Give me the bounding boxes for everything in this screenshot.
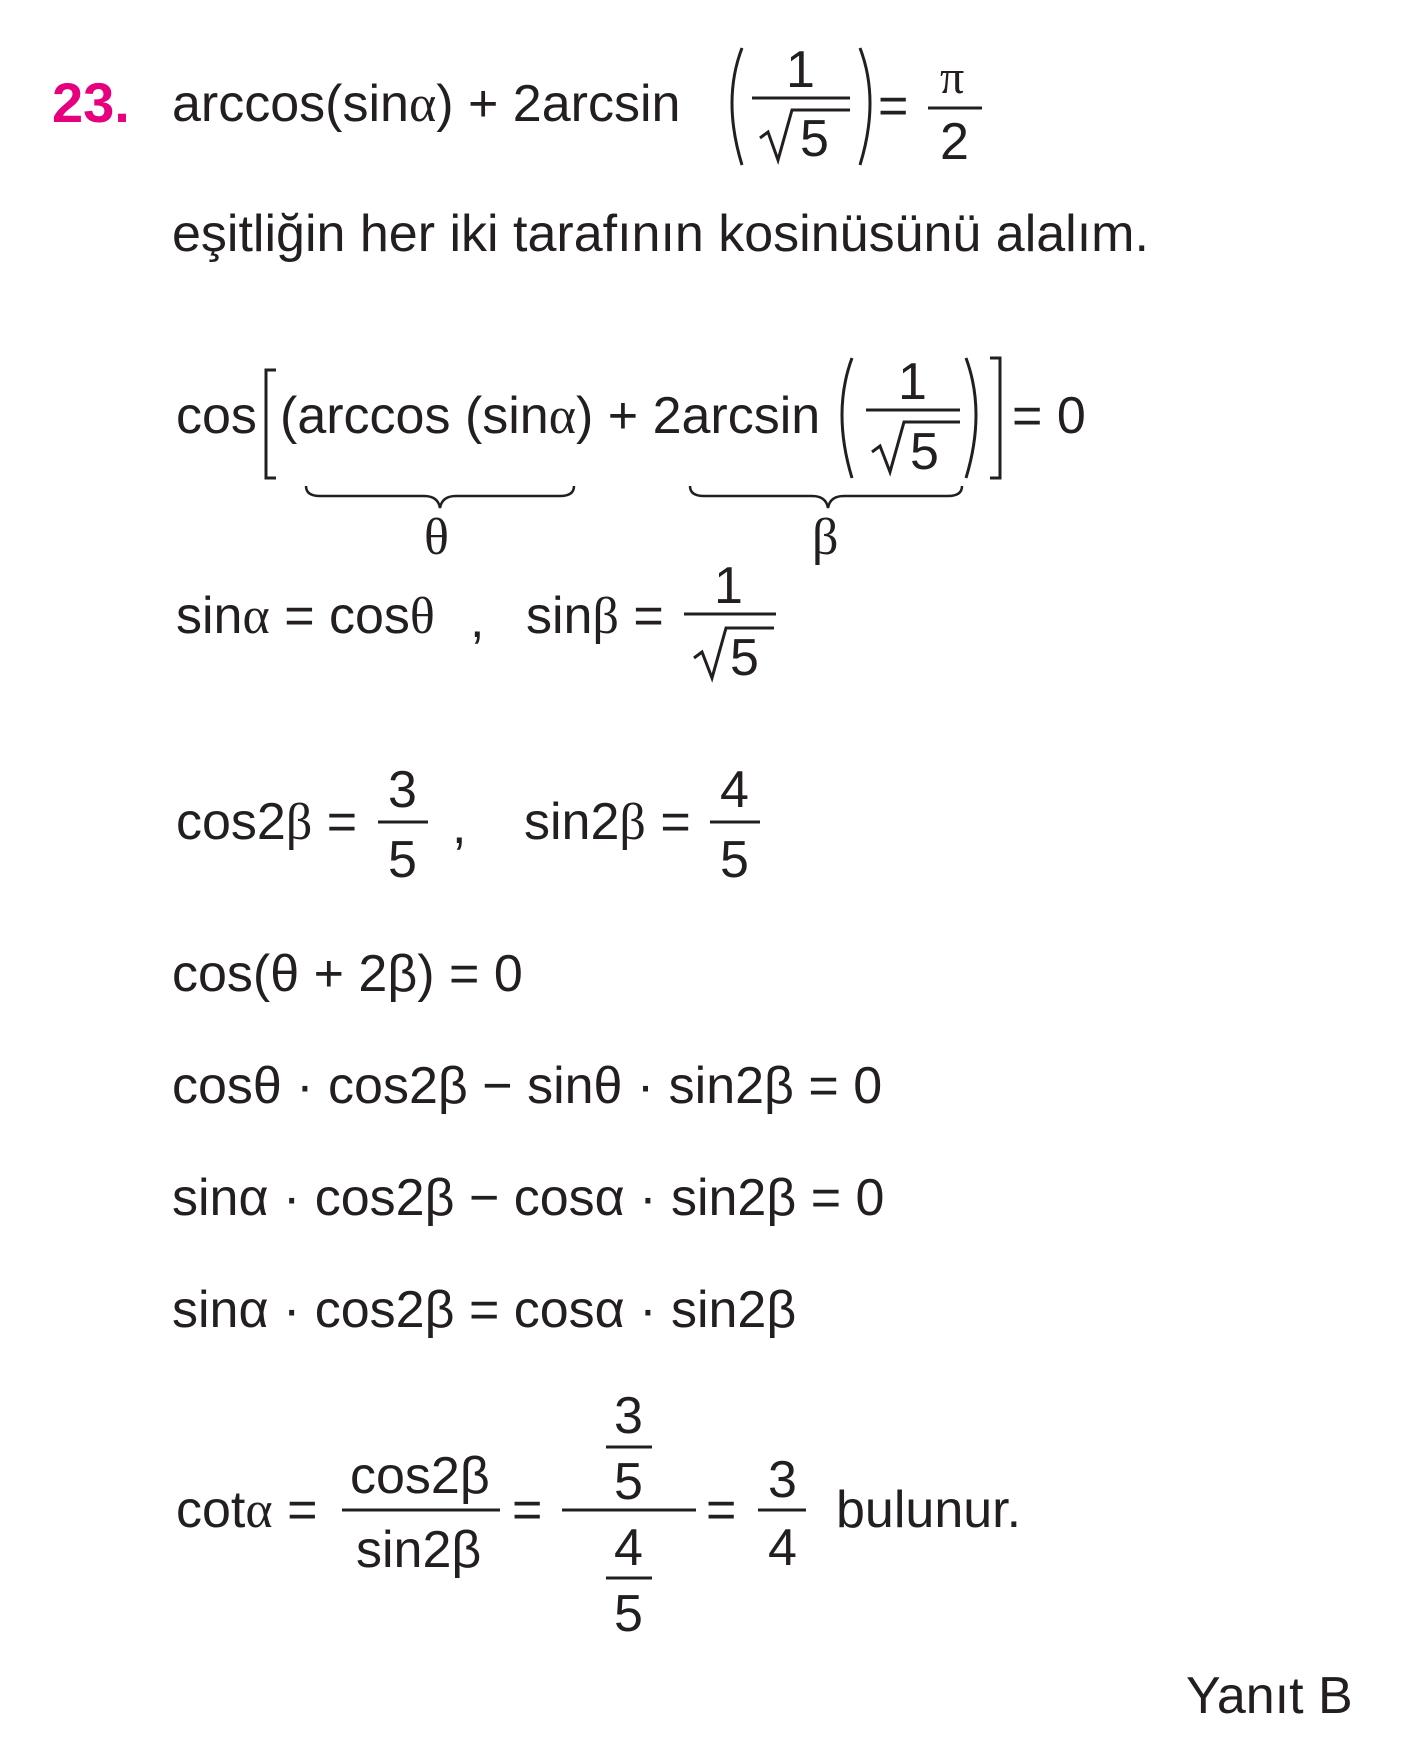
beta-symbol: β: [592, 588, 619, 645]
line6: cosθ · cos2β − sinθ · sin2β = 0: [172, 1057, 883, 1115]
line2-inner: [280, 387, 821, 445]
theta-symbol: θ: [409, 588, 435, 645]
alpha-symbol: α: [408, 76, 437, 133]
cot-label: cot: [176, 1481, 246, 1539]
line4-sin2: sin2: [524, 793, 620, 851]
alpha-symbol: α: [245, 1482, 273, 1539]
nested-den-5: 5: [614, 1585, 643, 1643]
sentence: eşitliğin her iki tarafının kosinüsünü alalım.: [172, 205, 1149, 263]
line3-frac-den: 5: [730, 629, 759, 687]
result-den: 4: [768, 1519, 797, 1577]
frac1-numerator: 1: [786, 41, 815, 99]
bulunur: bulunur.: [836, 1481, 1022, 1539]
line4-eq: =: [326, 793, 358, 851]
equals-1: =: [878, 77, 909, 135]
pi-symbol: π: [940, 51, 965, 104]
line8: sinα · cos2β = cosα · sin2β: [172, 1281, 797, 1339]
line3-sinb: sin: [526, 587, 593, 645]
frac-cos2b: cos2β: [350, 1447, 490, 1505]
line9-cot: [176, 1481, 318, 1539]
line4-comma: ,: [452, 797, 467, 855]
line2-rhs: = 0: [1012, 387, 1086, 445]
line4-cos2: cos2: [176, 793, 286, 851]
line4-num2: 4: [720, 761, 749, 819]
line2-arccos: (arccos: [280, 387, 451, 445]
line4-num1: 3: [388, 761, 417, 819]
answer: Yanıt B: [1186, 1667, 1353, 1725]
alpha-symbol: α: [242, 588, 270, 645]
beta-symbol: β: [285, 794, 313, 851]
line2-sin: (sin: [464, 387, 549, 445]
line7: sinα · cos2β − cosα · sin2β = 0: [172, 1169, 885, 1227]
line9-eq: =: [287, 1481, 318, 1539]
line3-comma: ,: [470, 591, 485, 649]
two-denominator: 2: [940, 113, 969, 171]
alpha-symbol: α: [548, 388, 576, 445]
line4-left: [176, 793, 358, 851]
line3-right: [526, 587, 664, 645]
frac-sin2b: sin2β: [356, 1521, 482, 1579]
line3-left: [176, 587, 435, 645]
line4-right: [524, 793, 691, 851]
line3-sin: sin: [176, 587, 243, 645]
result-num: 3: [768, 1451, 797, 1509]
theta-label: θ: [424, 509, 449, 566]
nested-den-4: 4: [614, 1519, 643, 1577]
line4-den2: 5: [720, 831, 749, 889]
line2-frac-den: 5: [910, 423, 939, 481]
nested-num-5: 5: [614, 1453, 643, 1511]
eq1-arcsin: ) + 2arcsin: [436, 75, 681, 133]
line3-eq: =: [633, 587, 664, 645]
line9-eq3: =: [706, 1481, 737, 1539]
line2-close: ): [575, 387, 594, 445]
line3-cos: = cos: [284, 587, 410, 645]
line2-arcsin: + 2arcsin: [607, 387, 821, 445]
line4-den1: 5: [388, 831, 417, 889]
line9-eq2: =: [512, 1481, 543, 1539]
beta-label: β: [812, 509, 839, 566]
line3-frac-num: 1: [714, 557, 743, 615]
eq1-arccos: arccos(sin: [172, 75, 409, 133]
problem-number: 23.: [52, 71, 130, 134]
line5: cos(θ + 2β) = 0: [172, 945, 523, 1003]
line4-eq2: =: [660, 793, 691, 851]
line2-cos: cos: [176, 387, 257, 445]
frac1-denominator: 5: [800, 110, 829, 168]
line2-frac-num: 1: [898, 353, 927, 411]
beta-symbol: β: [619, 794, 646, 851]
nested-num-3: 3: [614, 1387, 643, 1445]
